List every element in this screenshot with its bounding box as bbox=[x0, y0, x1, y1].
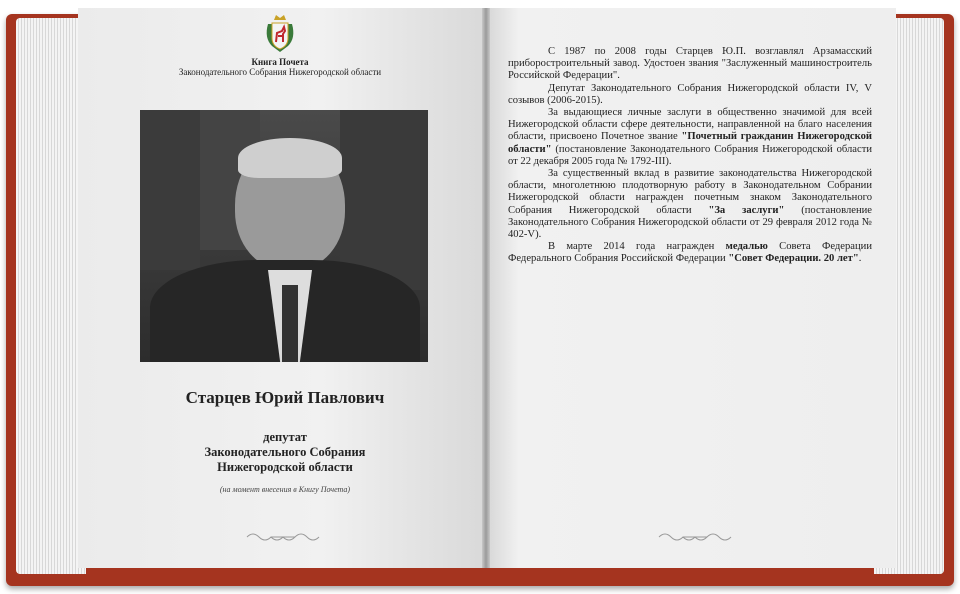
text-segment: (постановление Законодательного Собрания Нижегородской области от 22 декабря 2005 года № 1792-III). bbox=[508, 143, 872, 167]
role-line: Нижегородской области bbox=[217, 460, 353, 474]
header-title: Книга Почета bbox=[251, 57, 309, 67]
person-role bbox=[150, 430, 420, 475]
bold-text: медалью bbox=[725, 241, 768, 253]
biography-paragraph bbox=[508, 241, 872, 265]
role-line: Законодательного Собрания bbox=[204, 445, 366, 459]
text-segment: За выдающиеся личные заслуги в общественно значимой для всей Нижегородской области сфере деятельности, направленной на благо населения области, присвоено Почетное звание bbox=[508, 107, 872, 143]
text-segment: За существенный вклад в развитие законодательства Нижегородской области, многолетнюю плодотворную работу в Законодательном Собрании Нижегородской области награжден почетным знаком Законодательного Собрания Нижегородской области bbox=[508, 168, 872, 216]
ornament-icon bbox=[655, 530, 735, 544]
text-segment: (постановление Законодательного Собрания Нижегородской области от 29 февраля 2012 года № 402-V). bbox=[508, 204, 872, 241]
person-name: Старцев Юрий Павлович bbox=[185, 388, 385, 407]
page-edges-left bbox=[16, 18, 86, 574]
bold-text: "Совет Федерации. 20 лет" bbox=[728, 253, 859, 265]
biography-paragraph bbox=[508, 168, 872, 241]
book-header bbox=[160, 57, 400, 77]
biography-paragraph bbox=[508, 46, 872, 83]
biography-text bbox=[508, 46, 872, 266]
portrait-photo bbox=[140, 110, 428, 362]
text-segment: Депутат Законодательного Собрания Нижегородской области IV, V созывов (2006-2015). bbox=[508, 82, 872, 106]
coat-of-arms-icon bbox=[262, 14, 298, 54]
book-spine bbox=[482, 8, 490, 568]
entry-note: (на момент внесения в Книгу Почета) bbox=[219, 485, 351, 494]
bold-text: "За заслуги" bbox=[708, 204, 785, 216]
text-segment: В марте 2014 года награжден bbox=[548, 241, 726, 253]
biography-paragraph bbox=[508, 107, 872, 168]
role-line: депутат bbox=[263, 430, 307, 444]
ornament-icon bbox=[243, 530, 323, 544]
header-subtitle: Законодательного Собрания Нижегородской области bbox=[178, 67, 382, 77]
text-segment: Совета Федерации Федерального Собрания Российской Федерации bbox=[508, 241, 872, 265]
bold-text: "Почетный гражданин Нижегородской области" bbox=[508, 131, 872, 155]
text-segment: . bbox=[858, 253, 862, 265]
biography-paragraph bbox=[508, 83, 872, 107]
text-segment: С 1987 по 2008 годы Старцев Ю.П. возглавлял Арзамасский приборостроительный завод. Удостоен звания "Заслуженный машиностроитель Российской Федерации". bbox=[508, 46, 872, 82]
